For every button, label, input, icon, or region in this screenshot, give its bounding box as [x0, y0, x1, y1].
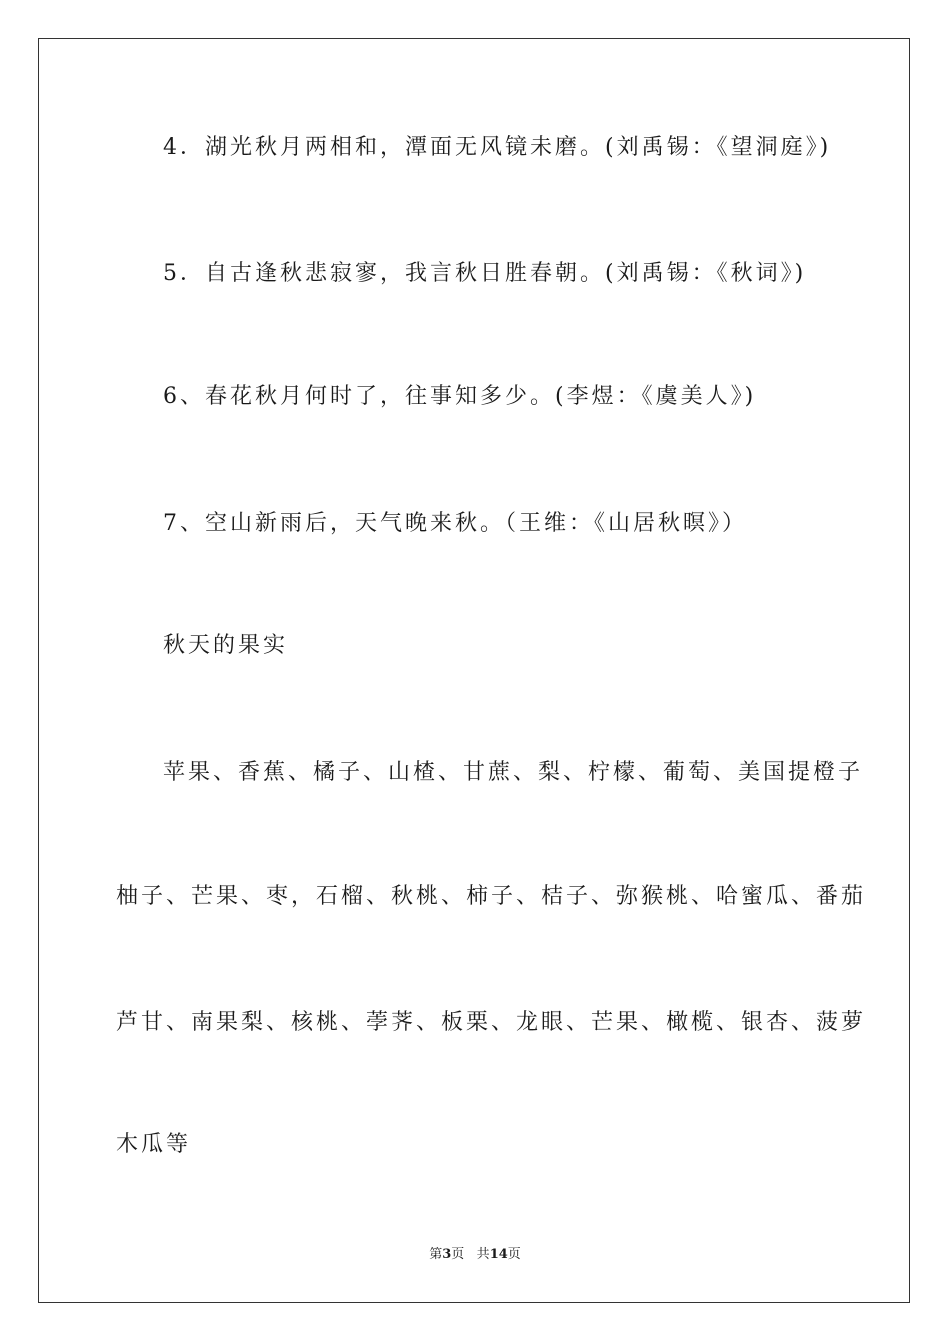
fruit-list-line-3: 芦甘、南果梨、核桃、荸荠、板栗、龙眼、芒果、橄榄、银杏、菠萝	[116, 1010, 867, 1035]
section-heading: 秋天的果实	[163, 633, 289, 658]
footer-total-suffix: 页	[507, 1247, 521, 1262]
footer-prefix: 第	[429, 1247, 443, 1262]
poem-line-6: 6、春花秋月何时了，往事知多少。(李煜：《虞美人》)	[163, 384, 757, 409]
poem-line-7: 7、空山新雨后，天气晚来秋。（王维：《山居秋暝》）	[163, 511, 747, 536]
fruit-list-line-1: 苹果、香蕉、橘子、山楂、甘蔗、梨、柠檬、葡萄、美国提橙子	[163, 760, 864, 785]
fruit-list-line-2: 柚子、芒果、枣，石榴、秋桃、柿子、桔子、弥猴桃、哈蜜瓜、番茄	[116, 884, 867, 909]
footer-page-suffix: 页	[451, 1247, 465, 1262]
footer-total-prefix: 共	[476, 1247, 490, 1262]
footer-total-pages: 14	[489, 1247, 508, 1262]
fruit-list-line-4: 木瓜等	[116, 1132, 192, 1157]
page-border	[38, 38, 910, 1303]
page-footer	[0, 1247, 950, 1263]
poem-line-5: 5．自古逢秋悲寂寥，我言秋日胜春朝。(刘禹锡：《秋词》)	[163, 261, 807, 286]
poem-line-4: 4．湖光秋月两相和，潭面无风镜未磨。(刘禹锡：《望洞庭》)	[163, 135, 832, 160]
footer-page-number: 3	[442, 1247, 452, 1262]
